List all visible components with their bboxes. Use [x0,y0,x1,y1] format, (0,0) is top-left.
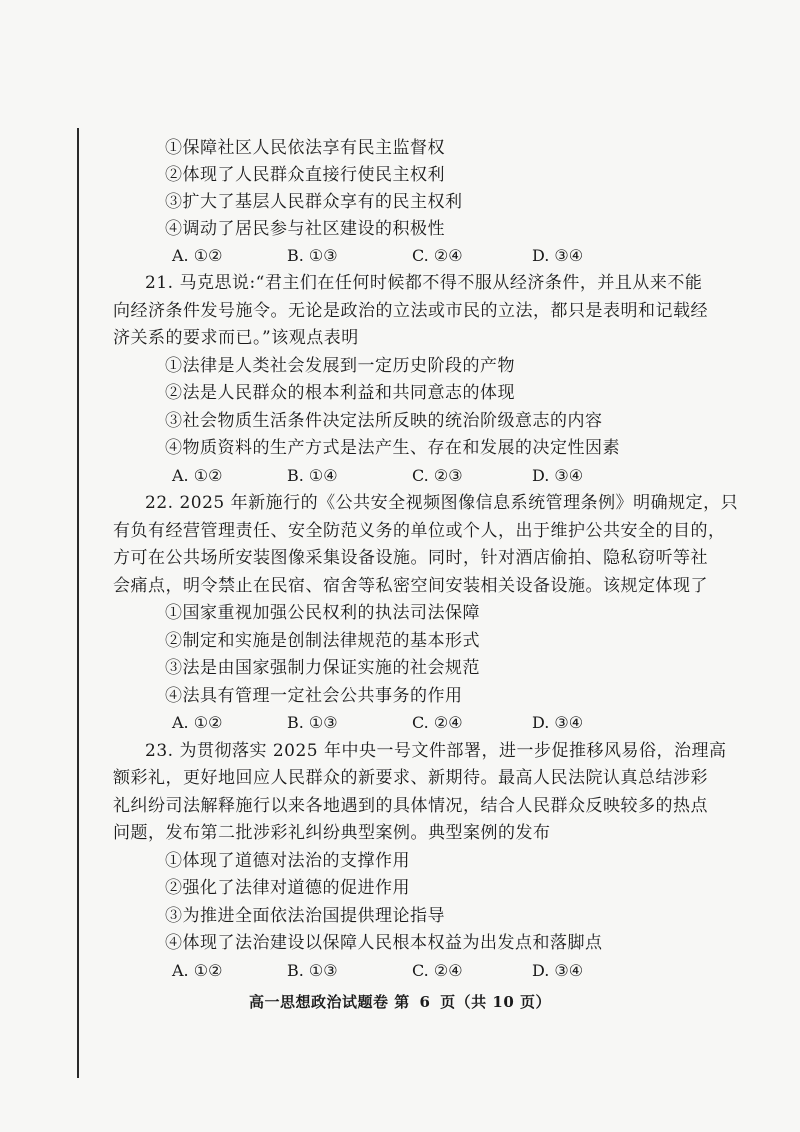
q21-option-2: ②法是人民群众的根本利益和共同意志的体现 [165,383,515,403]
q23-option-1: ①体现了道德对法治的支撑作用 [165,851,410,871]
q23-stem-line-1: 23. 为贯彻落实 2025 年中央一号文件部署，进一步促推移风易俗，治理高 [145,741,727,761]
q23-stem-line-4: 问题，发布第二批涉彩礼纠纷典型案例。典型案例的发布 [113,823,551,843]
q21-answer-row [172,466,622,486]
q20-option-1: ①保障社区人民依法享有民主监督权 [165,138,445,158]
q21-option-1: ①法律是人类社会发展到一定历史阶段的产物 [165,356,515,376]
q21-answer-a: A. ①② [172,466,223,485]
q21-answer-b: B. ①④ [287,466,338,485]
q20-answer-b: B. ①③ [287,246,338,265]
q21-option-4: ④物质资料的生产方式是法产生、存在和发展的决定性因素 [165,438,620,458]
q23-answer-b: B. ①③ [287,961,338,980]
q22-answer-b: B. ①③ [287,713,338,732]
q20-answer-d: D. ③④ [532,246,584,265]
q22-answer-row [172,713,622,733]
q20-option-2: ②体现了人民群众直接行使民主权利 [165,165,445,185]
q22-option-3: ③法是由国家强制力保证实施的社会规范 [165,658,480,678]
q23-option-4: ④体现了法治建设以保障人民根本权益为出发点和落脚点 [165,933,603,953]
q21-stem-line-2: 向经济条件发号施令。无论是政治的立法或市民的立法，都只是表明和记载经 [113,301,708,321]
q23-stem-line-3: 礼纠纷司法解释施行以来各地遇到的具体情况，结合人民群众反映较多的热点 [113,796,708,816]
footer-subject: 高一思想政治试题卷 第 [249,993,410,1011]
q22-stem-line-4: 会痛点，明令禁止在民宿、宿舍等私密空间安装相关设备设施。该规定体现了 [113,576,708,596]
q22-answer-a: A. ①② [172,713,223,732]
q21-stem-line-3: 济关系的要求而已。”该观点表明 [113,328,359,348]
q23-answer-row [172,961,622,981]
page-footer [0,991,800,1012]
q23-answer-a: A. ①② [172,961,223,980]
q23-answer-d: D. ③④ [532,961,584,980]
q20-answer-c: C. ②④ [412,246,463,265]
q23-stem-line-2: 额彩礼，更好地回应人民群众的新要求、新期待。最高人民法院认真总结涉彩 [113,768,708,788]
q22-stem-line-2: 有负有经营管理责任、安全防范义务的单位或个人，出于维护公共安全的目的， [113,521,726,541]
q23-answer-c: C. ②④ [412,961,463,980]
q23-option-2: ②强化了法律对道德的促进作用 [165,878,410,898]
q22-answer-d: D. ③④ [532,713,584,732]
q20-answer-row [172,246,622,266]
q21-stem-line-1: 21. 马克思说:“君主们在任何时候都不得不服从经济条件，并且从来不能 [145,273,703,293]
q23-option-3: ③为推进全面依法治国提供理论指导 [165,906,445,926]
q21-option-3: ③社会物质生活条件决定法所反映的统治阶级意志的内容 [165,411,603,431]
q22-option-4: ④法具有管理一定社会公共事务的作用 [165,686,463,706]
q21-answer-d: D. ③④ [532,466,584,485]
q22-option-1: ①国家重视加强公民权利的执法司法保障 [165,603,480,623]
q21-answer-c: C. ②③ [412,466,463,485]
q20-option-4: ④调动了居民参与社区建设的积极性 [165,219,445,239]
footer-page-number: 6 [419,993,431,1011]
q22-stem-line-1: 22. 2025 年新施行的《公共安全视频图像信息系统管理条例》明确规定，只 [145,493,739,513]
q20-answer-a: A. ①② [172,246,223,265]
footer-page-total: 页（共 10 页） [440,993,551,1011]
q20-option-3: ③扩大了基层人民群众享有的民主权利 [165,192,463,212]
q22-option-2: ②制定和实施是创制法律规范的基本形式 [165,631,480,651]
q22-answer-c: C. ②④ [412,713,463,732]
q22-stem-line-3: 方可在公共场所安装图像采集设备设施。同时，针对酒店偷拍、隐私窃听等社 [113,548,708,568]
